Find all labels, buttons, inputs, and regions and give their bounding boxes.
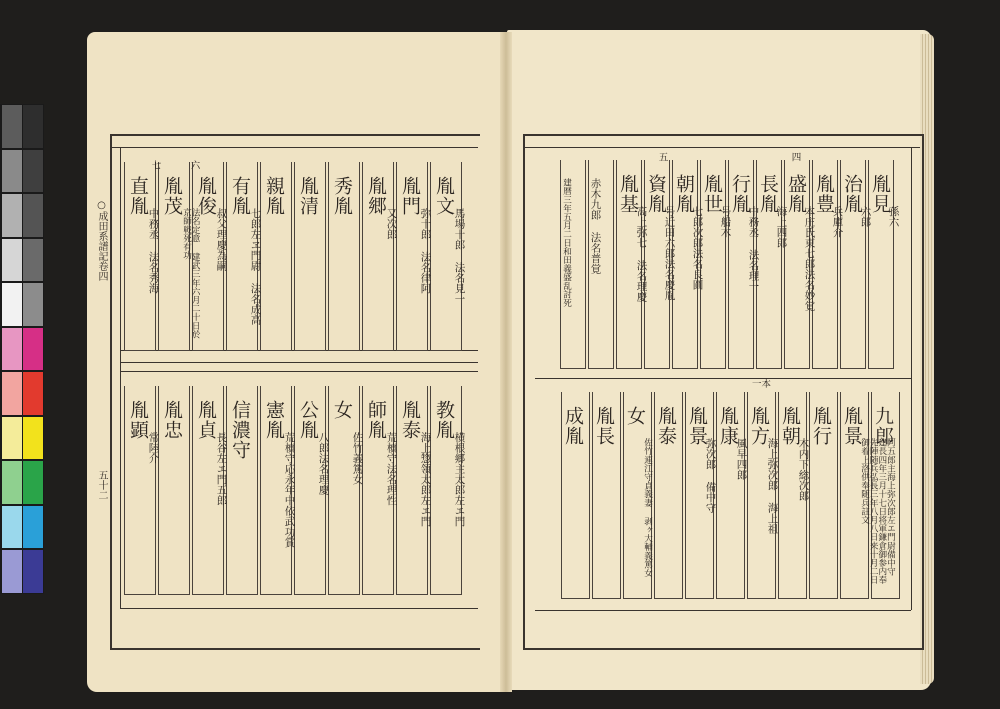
color-chip	[23, 506, 43, 549]
person-note: 中務丞 法名秀海	[147, 208, 160, 294]
person-name: 女	[624, 406, 646, 426]
color-chip	[2, 194, 22, 237]
person-note: 常陸介	[147, 432, 160, 464]
margin-title: ○成田系譜記卷四	[96, 200, 107, 281]
color-chip	[23, 328, 43, 371]
person-note: 七郎左ヱ門尉 法名成高	[249, 208, 262, 325]
person-name: 胤忠	[161, 400, 183, 440]
person-note: 馬場十郎 法名見一	[453, 208, 466, 304]
person-note: 海上弥次郎 海上祖	[766, 438, 779, 534]
person-note: 本庄氏東七郎法名妙覚	[803, 206, 816, 311]
person-name: 胤泰	[655, 406, 677, 446]
color-chip	[2, 239, 22, 282]
person-name: 胤康	[717, 406, 739, 446]
color-chip	[2, 506, 22, 549]
color-chip	[2, 550, 22, 593]
generation-mark: 六	[188, 160, 200, 170]
person-note: 孫六	[887, 206, 900, 227]
person-name: 直胤	[127, 176, 149, 216]
color-chip	[2, 372, 22, 415]
color-chip	[23, 417, 43, 460]
person-name: 資胤	[645, 174, 667, 214]
person-note: 法名定意 建武三年六月二十日於京師戦死有功	[181, 208, 201, 339]
person-name: 胤茂	[161, 176, 183, 216]
color-chip	[23, 372, 43, 415]
page-number: 五十二	[96, 470, 107, 500]
person-name: 胤景	[841, 406, 863, 446]
person-name: 胤貞	[195, 400, 217, 440]
color-chip	[23, 239, 43, 282]
person-name: 胤清	[297, 176, 319, 216]
person-name: 朝胤	[673, 174, 695, 214]
person-note: 八郎法名理慶	[317, 432, 330, 495]
person-note: 号船木	[719, 206, 732, 238]
generation-mark: 五	[656, 152, 668, 162]
person-note: 海上惣領太郎左エ門	[419, 432, 432, 527]
person-name: 公胤	[297, 400, 319, 440]
person-name: 胤門	[399, 176, 421, 216]
generation-mark: 七	[149, 160, 161, 170]
color-checker	[0, 104, 44, 594]
person-name: 胤基	[617, 174, 639, 214]
person-note: 中務丞 法名理一	[747, 206, 760, 292]
person-name: 胤顕	[127, 400, 149, 440]
color-chip	[23, 461, 43, 504]
person-name: 秀胤	[331, 176, 353, 216]
person-note: 風早四郎	[735, 438, 748, 480]
color-chip	[23, 194, 43, 237]
color-chip	[2, 417, 22, 460]
person-note: 荒槙守応永年中依武功賞	[283, 432, 296, 548]
person-note: 阿五郎主海上弥次郎左エ門尉備中守 建長四年三月十七日将軍鎌倉御参内奉先陣随兵弘長三年八月八日来十月二日御着上洛供奉随兵註文	[859, 438, 896, 585]
person-name: 有胤	[229, 176, 251, 216]
person-name: 長胤	[757, 174, 779, 214]
person-name: 治胤	[841, 174, 863, 214]
person-name: 女	[331, 400, 353, 420]
person-note: 七郎次郎法名良圓	[691, 206, 704, 290]
person-name: 胤豊	[813, 174, 835, 214]
person-note: 荒槙守法名理性	[385, 432, 398, 506]
color-chip	[23, 550, 43, 593]
color-chip	[23, 150, 43, 193]
color-chip	[2, 150, 22, 193]
color-chip	[23, 283, 43, 326]
person-name: 師胤	[365, 400, 387, 440]
person-name: 胤朝	[779, 406, 801, 446]
person-note: 弥次郎 備中守	[704, 438, 717, 513]
person-name: 行胤	[729, 174, 751, 214]
gutter	[500, 32, 512, 692]
color-chip	[23, 105, 43, 148]
color-chip	[2, 283, 22, 326]
person-note: 号近田六郎法名慶胤	[663, 206, 676, 301]
lower-mark: 一本	[752, 379, 772, 390]
person-name: 胤郷	[365, 176, 387, 216]
person-name: 胤泰	[399, 400, 421, 440]
person-name: 信濃守	[229, 400, 251, 460]
generation-mark: 四	[789, 152, 801, 162]
person-note: 兵庫介	[831, 206, 844, 238]
person-name: 親胤	[263, 176, 285, 216]
person-name: 胤俊	[195, 176, 217, 216]
person-name: 胤見	[869, 174, 891, 214]
person-note: 木内下総次郎	[797, 438, 810, 501]
person-note: 建暦三年五月二日和田義盛乱討死	[561, 178, 572, 307]
person-note: 高上弥七 法名理慶	[635, 206, 648, 302]
person-name: 胤長	[593, 406, 615, 446]
person-note: 叔父理慶為嗣	[215, 208, 228, 271]
color-checker-right	[23, 104, 43, 594]
person-note: 六郎	[859, 206, 872, 227]
person-name: 胤行	[810, 406, 832, 446]
person-name: 成胤	[562, 406, 584, 446]
color-chip	[2, 328, 22, 371]
person-note: 海上四郎	[775, 206, 788, 248]
person-name: 胤文	[433, 176, 455, 216]
person-name: 胤方	[748, 406, 770, 446]
person-note: 弥十郎 法名律阿	[419, 208, 432, 294]
person-name: 九郎	[872, 406, 894, 446]
person-name: 胤景	[686, 406, 708, 446]
person-note: 又次郎	[385, 208, 398, 240]
color-checker-left	[2, 104, 22, 594]
person-name: 教胤	[433, 400, 455, 440]
color-chip	[2, 105, 22, 148]
person-name: 憲胤	[263, 400, 285, 440]
person-note: 赤木九郎 法名普覚	[589, 178, 602, 274]
person-note: 長谷左エ門五郎	[215, 432, 228, 506]
person-note: 佐竹義篤女	[351, 432, 364, 485]
color-chip	[2, 461, 22, 504]
person-note: 横根郷主太郎左エ門	[453, 432, 466, 527]
person-note: 佐竹連江守貞義妻 剥ヶ大輔義篤女	[642, 438, 653, 577]
person-name: 胤世	[701, 174, 723, 214]
person-name: 盛胤	[785, 174, 807, 214]
